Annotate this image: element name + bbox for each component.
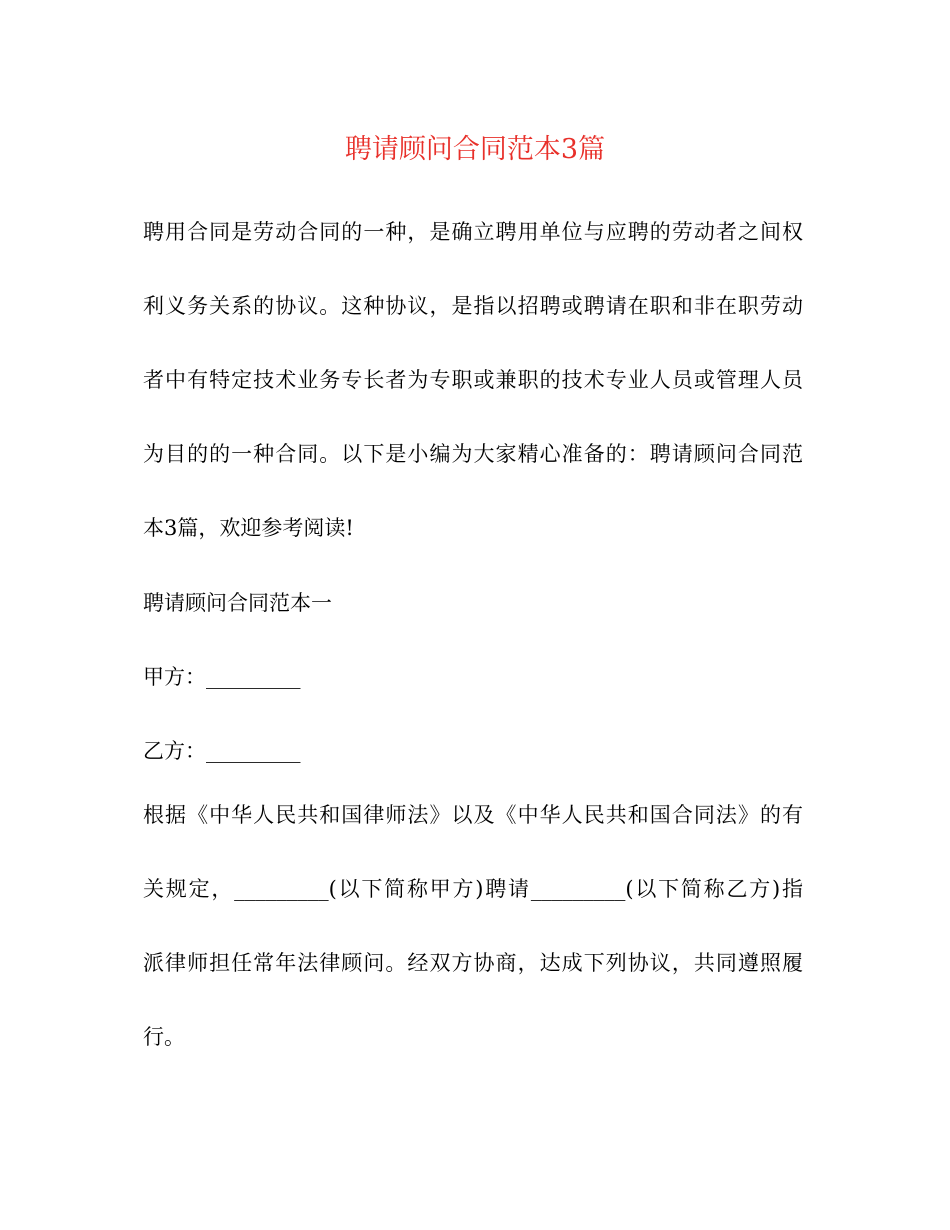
clause-line-4: 行。 — [143, 1025, 185, 1049]
document-title: 聘请顾问合同范本3篇 — [344, 134, 606, 165]
party-b-line: 乙方：_________ — [143, 739, 301, 763]
intro-line-4: 为目的的一种合同。以下是小编为大家精心准备的：聘请顾问合同范 — [143, 442, 803, 466]
clause-line-3: 派律师担任常年法律顾问。经双方协商，达成下列协议，共同遵照履 — [143, 951, 803, 975]
clause-line-2: 关规定，_________(以下简称甲方)聘请_________(以下简称乙方)指 — [143, 877, 803, 901]
party-a-line: 甲方：_________ — [143, 665, 301, 689]
intro-line-3: 者中有特定技术业务专长者为专职或兼职的技术专业人员或管理人员 — [143, 368, 803, 392]
section-heading: 聘请顾问合同范本一 — [143, 591, 332, 615]
intro-line-5: 本3篇，欢迎参考阅读! — [143, 516, 354, 540]
intro-line-1: 聘用合同是劳动合同的一种，是确立聘用单位与应聘的劳动者之间权 — [143, 220, 803, 244]
intro-line-2: 利义务关系的协议。这种协议，是指以招聘或聘请在职和非在职劳动 — [143, 294, 803, 318]
clause-line-1: 根据《中华人民共和国律师法》以及《中华人民共和国合同法》的有 — [143, 803, 803, 827]
